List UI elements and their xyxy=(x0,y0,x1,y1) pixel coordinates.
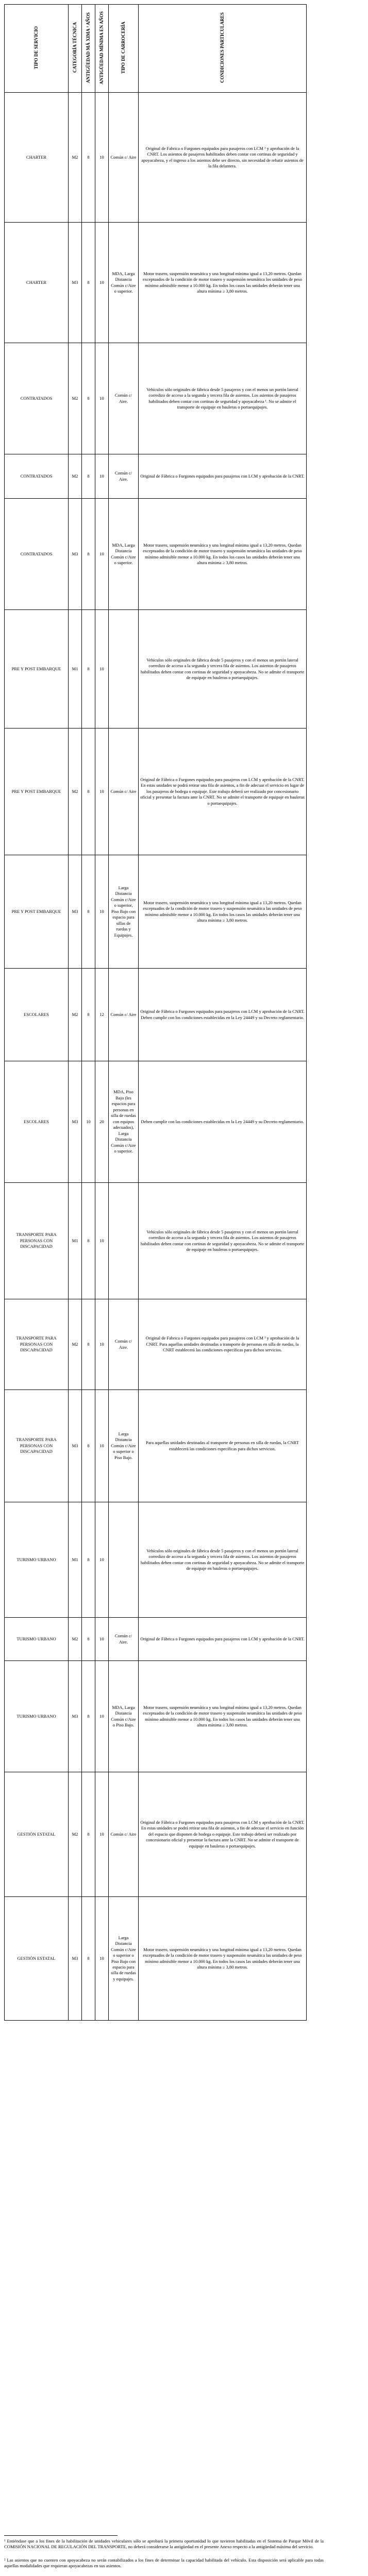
table-row xyxy=(5,855,307,969)
conditions-cell: Vehículos sólo originales de fábrica desde 5 pasajeros y con el menos un portón lateral corredizo de acceso a la segunda y tercera fila de asientos. Los asientos de pasajeros habilitados deben contar con cortinas de seguridad y apoyacabeza. No se admite el transporte de equipaje en bauleras o portaequipajes. xyxy=(139,1183,307,1299)
service-cell: CONTRATADOS xyxy=(5,499,69,610)
body-type-cell xyxy=(109,610,139,728)
table-row xyxy=(5,1390,307,1502)
category-cell: M3 xyxy=(69,1661,82,1772)
category-cell: M2 xyxy=(69,969,82,1061)
table-row xyxy=(5,1897,307,2021)
category-cell: M1 xyxy=(69,1183,82,1299)
table-row xyxy=(5,1183,307,1299)
max-age-cell: 8 xyxy=(82,855,95,969)
conditions-cell: Vehículos sólo originales de fábrica desde 5 pasajeros y con el menos un portón lateral corredizo de acceso a la segunda y tercera fila de asientos. Los asientos de pasajeros habilitados deben contar con cortinas de seguridad y apoyacabeza. No se admite el transporte de equipaje en bauleras o portaequipajes. xyxy=(139,610,307,728)
max-age-cell: 8 xyxy=(82,969,95,1061)
max-age-cell: 8 xyxy=(82,454,95,499)
category-cell: M3 xyxy=(69,1061,82,1183)
body-type-cell: Común c/ Aire. xyxy=(109,454,139,499)
category-cell: M3 xyxy=(69,223,82,343)
min-age-cell: 10 xyxy=(95,343,109,454)
service-cell: TRANSPORTE PARA PERSONAS CON DISCAPACIDAD xyxy=(5,1390,69,1502)
footnote-2: ² Las asientos que no cuenten con apoyacabeza no serán contabilizados a los fines de determinar la capacidad habilitada del vehículo. Esta disposición será aplicable para todas aquellas modalidades que requieran apoyacabezas en sus asientos. xyxy=(4,2557,324,2569)
min-age-cell: 10 xyxy=(95,1390,109,1502)
body-type-cell: Común c/ Aire xyxy=(109,728,139,855)
conditions-cell: Vehículos sólo originales de fábrica desde 5 pasajeros y con el menos un portón lateral corredizo de acceso a la segunda y tercera fila de asientos. Los asientos de pasajeros habilitados deben contar con cortinas de seguridad y apoyacabeza ¹. No se admite el transporte de equipaje en bauleras o portaequipajes. xyxy=(139,343,307,454)
max-age-cell: 8 xyxy=(82,223,95,343)
max-age-cell: 8 xyxy=(82,93,95,223)
min-age-cell: 10 xyxy=(95,499,109,610)
category-cell: M3 xyxy=(69,1897,82,2021)
table-row xyxy=(5,1061,307,1183)
conditions-cell: Motor trasero, suspensión neumática y una longitud mínima igual a 13,20 metros. Quedan exceptuados de la condición de motor trasero y suspensión neumática las unidades de peso mínimo admisible menor a 10.000 kg. En todos los casos las unidades deberán tener una altura mínima ≥ 3,80 metros. xyxy=(139,855,307,969)
body-type-cell: Larga Distancia Común c/Aire o superior o Piso Bajo. xyxy=(109,1390,139,1502)
table-row xyxy=(5,969,307,1061)
max-age-cell: 8 xyxy=(82,1661,95,1772)
max-age-cell: 8 xyxy=(82,1618,95,1661)
category-cell: M2 xyxy=(69,93,82,223)
header-antiguedad-min: ANTIGÜEDAD MÍNIMA EN AÑOS xyxy=(95,5,109,93)
body-type-cell xyxy=(109,1502,139,1618)
category-cell: M1 xyxy=(69,1502,82,1618)
table-row xyxy=(5,1618,307,1661)
min-age-cell: 10 xyxy=(95,223,109,343)
header-categoria: CATEGORÍA TÉCNICA xyxy=(69,5,82,93)
header-carroceria: TIPO DE CARROCERÍA xyxy=(109,5,139,93)
table-row xyxy=(5,454,307,499)
table-row xyxy=(5,1772,307,1897)
category-cell: M2 xyxy=(69,1772,82,1897)
min-age-cell: 10 xyxy=(95,1897,109,2021)
table-row xyxy=(5,610,307,728)
min-age-cell: 20 xyxy=(95,1061,109,1183)
min-age-cell: 10 xyxy=(95,1618,109,1661)
body-type-cell: MDA, Larga Distancia Común c/Aire o superior. xyxy=(109,499,139,610)
conditions-cell: Motor trasero, suspensión neumática y una longitud mínima igual a 13,20 metros. Quedan exceptuados de la condición de motor trasero y suspensión neumática las unidades de peso mínimo admisible menor a 10.000 kg. En todos los casos las unidades deberán tener una altura mínima ≥ 3,80 metros. xyxy=(139,1661,307,1772)
min-age-cell: 12 xyxy=(95,969,109,1061)
footnote-divider xyxy=(4,2535,118,2536)
min-age-cell: 10 xyxy=(95,454,109,499)
body-type-cell: MDA, Larga Distancia Común c/Aire o Piso Bajo. xyxy=(109,1661,139,1772)
header-antiguedad-max: ANTIGÜEDAD MÁ XIMA ³ AÑOS xyxy=(82,5,95,93)
conditions-cell: Original de Fabrica o Furgones equipados para pasajeros con LCM ¹ y aprobación de la CNRT. Para aquellas unidades destinadas a transporte de personas en silla de ruedas, la CNRT establecerá las condiciones específicas para dichos servicios. xyxy=(139,1299,307,1390)
min-age-cell: 10 xyxy=(95,1502,109,1618)
conditions-cell: Original de Fabrica o Furgones equipados para pasajeros con LCM ¹ y aprobación de la CNRT. Los asientos de pasajeros habilitados deben contar con cortinas de seguridad y apoyacabeza, y el ingreso a los asientos debe ser directo, sin necesidad de rebatir asientos de la fila delantera. xyxy=(139,93,307,223)
conditions-cell: Original de Fábrica o Furgones equipados para pasajeros con LCM y aprobación de la CNRT. En estas unidades se podrá retirar una fila de asientos, a fin de adecuar el servicio en lugar de los pasajeros de bodega o equipaje. Este trabajo deberá ser realizado por concesionario oficial y presentar la factura ante la CNRT. No se admite el transporte de equipaje en bauleras o portaequipajes. xyxy=(139,728,307,855)
max-age-cell: 8 xyxy=(82,343,95,454)
table-row xyxy=(5,499,307,610)
max-age-cell: 8 xyxy=(82,1502,95,1618)
table-row xyxy=(5,343,307,454)
min-age-cell: 10 xyxy=(95,1183,109,1299)
max-age-cell: 8 xyxy=(82,1390,95,1502)
max-age-cell: 8 xyxy=(82,728,95,855)
body-type-cell: MDA, Larga Distancia Común c/Aire o superior. xyxy=(109,223,139,343)
service-cell: PRE Y POST EMBARQUE xyxy=(5,728,69,855)
footnote-1: ¹ Entiéndase que a los fines de la habilitación de unidades vehiculares sólo se aprobará la primera oportunidad lo que tuvieron habilitadas en el Sistema de Parque Móvil de la COMISIÓN NACIONAL DE REGULACIÓN DEL TRANSPORTE, no deberá considerarse la antigüedad en el presente Anexo respecto a la antigüedad máxima del servicio. xyxy=(4,2538,324,2550)
service-cell: CHARTER xyxy=(5,93,69,223)
conditions-cell: Original de Fábrica o Furgones equipados para pasajeros con LCM y aprobación de la CNRT. xyxy=(139,1618,307,1661)
min-age-cell: 10 xyxy=(95,1772,109,1897)
table-row xyxy=(5,1299,307,1390)
service-cell: TURISMO URBANO xyxy=(5,1661,69,1772)
min-age-cell: 10 xyxy=(95,1299,109,1390)
body-type-cell: Común c/ Aire. xyxy=(109,1618,139,1661)
category-cell: M2 xyxy=(69,1299,82,1390)
body-type-cell: Común c/ Aire xyxy=(109,1772,139,1897)
vehicle-requirements-table xyxy=(4,4,307,2021)
conditions-cell: Motor trasero, suspensión neumática y una longitud mínima igual a 13,20 metros. Quedan exceptuados de la condición de motor trasero y suspensión neumática las unidades de peso mínimo admisible menor a 10.000 kg. En todos los casos las unidades deberán tener una altura mínima ≥ 3,80 metros. xyxy=(139,1897,307,2021)
table-row xyxy=(5,1502,307,1618)
service-cell: ESCOLARES xyxy=(5,969,69,1061)
conditions-cell: Original de Fábrica o Furgones equipados para pasajeros con LCM y aprobación de la CNRT. Deben cumplir con los condiciones establecidas en la Ley 24449 y su Decreto reglamentario. xyxy=(139,969,307,1061)
conditions-cell: Para aquellas unidades destinadas al transporte de personas en silla de ruedas, la CNRT establecerá las condiciones específicas para dichos servicios. xyxy=(139,1390,307,1502)
category-cell: M2 xyxy=(69,343,82,454)
body-type-cell: Larga Distancia Común c/Aire o superior o Piso Bajo con espacio para silla de ruedas y equipajes. xyxy=(109,1897,139,2021)
conditions-cell: Deben cumplir con las condiciones establecidas en la Ley 24449 y su Decreto reglamentario. xyxy=(139,1061,307,1183)
body-type-cell: Común c/ Aire xyxy=(109,969,139,1061)
service-cell: TURISMO URBANO xyxy=(5,1502,69,1618)
category-cell: M2 xyxy=(69,1618,82,1661)
service-cell: PRE Y POST EMBARQUE xyxy=(5,855,69,969)
service-cell: ESCOLARES xyxy=(5,1061,69,1183)
body-type-cell: Común c/ Aire. xyxy=(109,343,139,454)
category-cell: M3 xyxy=(69,1390,82,1502)
category-cell: M2 xyxy=(69,454,82,499)
body-type-cell: Común c/ Aire xyxy=(109,93,139,223)
max-age-cell: 8 xyxy=(82,499,95,610)
conditions-cell: Original de Fábrica o Furgones equipados para pasajeros con LCM y aprobación de la CNRT. xyxy=(139,454,307,499)
conditions-cell: Vehículos sólo originales de fábrica desde 5 pasajeros y con el menos un portón lateral corredizo de acceso a la segunda y tercera fila de asientos. Los asientos de pasajeros habilitados deben contar con cortinas de seguridad y apoyacabeza. No se admite el transporte de equipaje en bauleras o portaequipajes. xyxy=(139,1502,307,1618)
service-cell: GESTIÓN ESTATAL xyxy=(5,1897,69,2021)
header-condiciones: CONDICIONES PARTICULARES xyxy=(139,5,307,93)
min-age-cell: 10 xyxy=(95,855,109,969)
max-age-cell: 8 xyxy=(82,610,95,728)
body-type-cell xyxy=(109,1183,139,1299)
min-age-cell: 10 xyxy=(95,728,109,855)
category-cell: M2 xyxy=(69,728,82,855)
table-row xyxy=(5,223,307,343)
max-age-cell: 8 xyxy=(82,1299,95,1390)
service-cell: CONTRATADOS xyxy=(5,454,69,499)
max-age-cell: 8 xyxy=(82,1772,95,1897)
min-age-cell: 10 xyxy=(95,93,109,223)
max-age-cell: 8 xyxy=(82,1183,95,1299)
min-age-cell: 10 xyxy=(95,1661,109,1772)
conditions-cell: Motor trasero, suspensión neumática y una longitud mínima igual a 13,20 metros. Quedan exceptuados de la condición de motor trasero y suspensión neumática los unidades de peso mínimo admisible menor a 10.000 kg. En todos los casos las unidades deberán tener una altura mínima ≥ 3,80 metros. xyxy=(139,223,307,343)
service-cell: PRE Y POST EMBARQUE xyxy=(5,610,69,728)
header-tipo-servicio: TIPO DE SERVICIO xyxy=(5,5,69,93)
table-row xyxy=(5,1661,307,1772)
conditions-cell: Motor trasero, suspensión neumática y una longitud mínima igual a 13,20 metros. Quedan exceptuados de la condición de motor trasero y suspensión neumática las unidades de peso mínimo admisible menor a 10.000 kg. En todos los casos las unidades deberán tener una altura mínima ≥ 3,80 metros. xyxy=(139,499,307,610)
service-cell: CONTRATADOS xyxy=(5,343,69,454)
table-row xyxy=(5,728,307,855)
service-cell: TRANSPORTE PARA PERSONAS CON DISCAPACIDAD xyxy=(5,1183,69,1299)
service-cell: TURISMO URBANO xyxy=(5,1618,69,1661)
category-cell: M3 xyxy=(69,855,82,969)
body-type-cell: Larga Distancia Común c/Aire o superior, Piso Bajo con espacio para sillas de ruedas y Equipajes. xyxy=(109,855,139,969)
max-age-cell: 10 xyxy=(82,1061,95,1183)
conditions-cell: Original de Fábrica o Furgones equipados para pasajeros con LCM y aprobación de la CNRT. En estas unidades se podrá retirar una fila de asientos, a fin de adecuar el servicio en función del espacio que disponen de bodega o equipaje. Este trabajo deberá ser realizado por concesionario oficial y presentar la factura ante la CNRT. No se admite el transporte de equipaje en bauleras o portaequipajes. xyxy=(139,1772,307,1897)
service-cell: TRANSPORTE PARA PERSONAS CON DISCAPACIDAD xyxy=(5,1299,69,1390)
service-cell: GESTIÓN ESTATAL xyxy=(5,1772,69,1897)
body-type-cell: Común c/ Aire. xyxy=(109,1299,139,1390)
min-age-cell: 10 xyxy=(95,610,109,728)
table-row xyxy=(5,93,307,223)
body-type-cell: MDA, Piso Bajo (les espacios para personas en silla de ruedas con equipos adecuados), Larga Distancia Común c/Aire o superior. xyxy=(109,1061,139,1183)
max-age-cell: 8 xyxy=(82,1897,95,2021)
category-cell: M1 xyxy=(69,610,82,728)
category-cell: M3 xyxy=(69,499,82,610)
header-row xyxy=(5,5,307,93)
service-cell: CHARTER xyxy=(5,223,69,343)
